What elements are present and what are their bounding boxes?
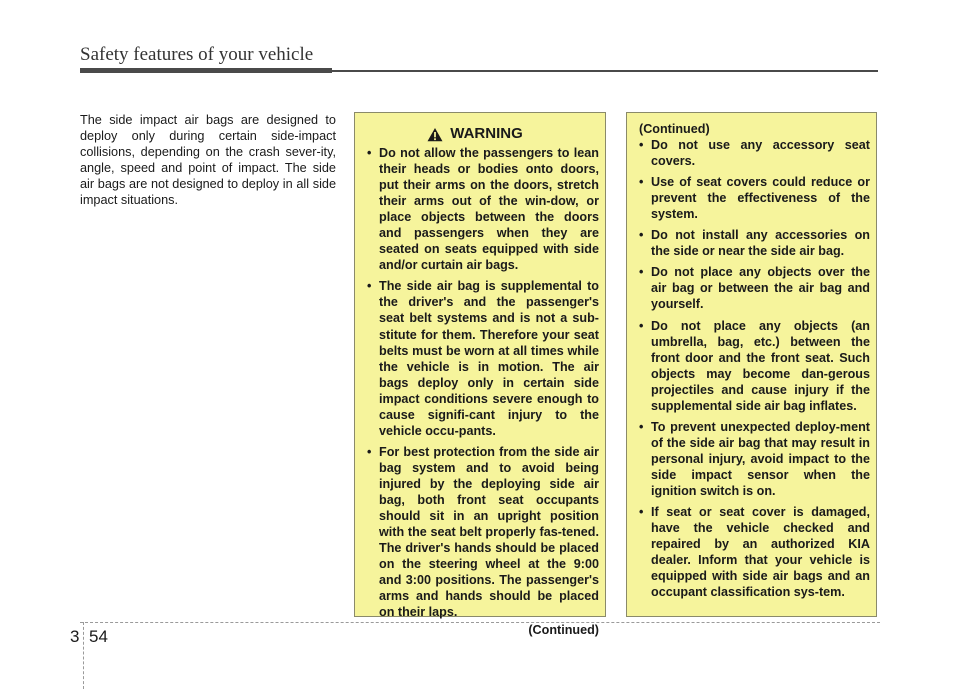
warning-right-bullet-4: • Do not place any objects over the air bag or between the air bag and yourself. (639, 264, 870, 312)
intro-paragraph: The side impact air bags are designed to deploy only during certain side-impact collisions, depending on the crash sever-ity, angle, speed and point of impact. The side air bags are not designed to deploy in all side impact situations. (80, 113, 336, 207)
warning-left-list (367, 145, 599, 620)
warning-label: WARNING (450, 125, 523, 142)
warning-right-bullet-7: • If seat or seat cover is damaged, have the vehicle checked and repaired by an authorized KIA dealer. Inform that your vehicle is equipped with side air bags and an occupant classification sys-tem. (639, 504, 870, 600)
continued-label-left: (Continued) (528, 623, 599, 638)
continued-label-right: (Continued) (639, 122, 710, 136)
chapter-number: 3 (70, 627, 80, 646)
warning-right-bullet-1: • Do not use any accessory seat covers. (639, 137, 870, 169)
page-number: 54 (89, 627, 108, 646)
warning-left-bullet-2: • The side air bag is supplemental to the driver's and the passenger's seat belt systems and is not a sub-stitute for them. Therefore your seat belts must be worn at all times while the vehicle is in motion. The air bags deploy only in certain side impact conditions severe enough to cause signifi-cant injury to the vehicle occu-pants. (367, 278, 599, 438)
warning-box-left (354, 112, 606, 638)
warning-right-bullet-3: • Do not install any accessories on the side or near the side air bag. (639, 227, 870, 259)
footer-vertical-rule (83, 622, 84, 689)
header-rule-thin (332, 70, 878, 72)
warning-right-list (639, 137, 870, 600)
warning-right-bullet-5: • Do not place any objects (an umbrella, bag, etc.) between the front door and the front seat. Such objects may become dan-gerous projectiles and cause injury if the supplemental side air bag inflates. (639, 318, 870, 414)
warning-left-bullet-1: • Do not allow the passengers to lean their heads or bodies onto doors, put their arms on the doors, stretch their arms out of the win-dow, or place objects between the doors and passengers when they are seated on seats equipped with side and/or curtain air bags. (367, 145, 599, 273)
warning-right-bullet-6: • To prevent unexpected deploy-ment of the side air bag that may result in personal injury, avoid impact to the side impact sensor when the ignition switch is on. (639, 419, 870, 499)
warning-heading (367, 125, 599, 143)
footer-rule (80, 622, 880, 623)
warning-left-bullet-3: • For best protection from the side air bag system and to avoid being injured by the deploying side air bag, both front seat occupants should sit in an upright position with the seat belt properly fas-tened. The driver's hands should be placed on the steering wheel at the 9:00 and 3:00 positions. The passenger's arms and hands should be placed on their laps. (367, 444, 599, 621)
warning-box-right (626, 112, 877, 617)
page-header-title: Safety features of your vehicle (80, 44, 314, 65)
warning-right-bullet-2: • Use of seat covers could reduce or prevent the effectiveness of the system. (639, 174, 870, 222)
warning-triangle-icon (427, 127, 443, 142)
header-rule-thick (80, 68, 332, 73)
